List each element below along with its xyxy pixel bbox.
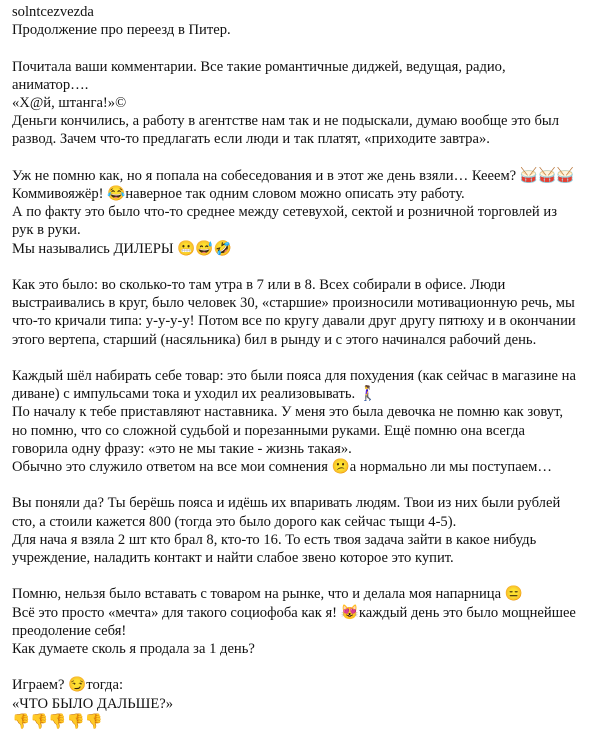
post-username: solntcezvezda (12, 4, 94, 20)
text-line: Как это было: во сколько-то там утра в 7 или в 8. Всех собирали в офисе. Люди (12, 277, 506, 293)
text-line: А по факту это было что-то среднее между сетевухой, сектой и розничной торговлей из (12, 204, 557, 221)
text-line: Для нача я взяла 2 шт кто брал 8, кто-то 16. То есть твоя задача зайти в какое нибудь (12, 531, 537, 548)
text-line: Коммивояжёр! 😂наверное так одним словом можно описать эту работу. (12, 186, 465, 202)
text-line: говорила одну фразу: «это не мы такие - жизнь такая». (12, 440, 352, 457)
paragraph-1 (12, 21, 595, 39)
text-line: но помню, что со сложной судьбой и порезанными руками. Ещё помню она всегда (12, 422, 525, 439)
text-line: Вы поняли да? Ты берёшь пояса и идёшь их впаривать людям. Твои из них были рублей (12, 495, 561, 512)
paragraph-7 (12, 585, 595, 658)
text-line: Деньги кончились, а работу в агентстве нам так и не подыскали, думаю вообще это был (12, 113, 560, 130)
text-line: этого вертепа, старший (насяльника) бил в рынду и с этого начинался рабочий день. (12, 331, 537, 348)
text-line: аниматор…. (12, 76, 89, 93)
text-line: «ЧТО БЫЛО ДАЛЬШЕ?» (12, 695, 174, 712)
paragraph-2 (12, 58, 595, 149)
text-line: «Х@й, штанга!»© (12, 95, 127, 111)
text-line: По началу к тебе приставляют наставника. У меня это была девочка не помню как зовут, (12, 404, 564, 421)
thumbs-down-icon-row: 👎👎👎👎👎 (12, 713, 103, 730)
text-line: Всё это просто «мечта» для такого социофоба как я! 😻каждый день это было мощнейшее (12, 604, 576, 621)
paragraph-8 (12, 676, 595, 731)
text-line: выстраивались в круг, было человек 30, «старшие» произносили мотивационную речь, мы (12, 295, 575, 312)
text-line: Почитала ваши комментарии. Все такие романтичные диджей, ведущая, радио, (12, 58, 506, 75)
text-line: преодоление себя! (12, 622, 127, 639)
text-line: диване) с импульсами тока и уходил их реализовывать. 🚶‍♀️ (12, 386, 377, 403)
text-line: Помню, нельзя было вставать с товаром на рынке, что и делала моя напарница 😑 (12, 586, 523, 603)
paragraph-4 (12, 276, 595, 349)
text-line: Обычно это служило ответом на все мои сомнения 😕а нормально ли мы поступаем… (12, 459, 552, 476)
post-body (12, 21, 595, 731)
paragraph-6 (12, 494, 595, 567)
text-line: развод. Зачем что-то предлагать если люди и так платят, «приходите завтра». (12, 131, 490, 148)
text-line: Играем? 😏тогда: (12, 677, 124, 694)
text-line: Уж не помню как, но я попала на собеседования и в этот же день взяли… Кееем? 🥁🥁🥁 (12, 167, 575, 184)
text-line: Каждый шёл набирать себе товар: это были пояса для похудения (как сейчас в магазине на (12, 368, 576, 384)
text-line: что-то кричали типа: у-у-у-у! Потом все по кругу давали друг другу пятюху и в окончании (12, 313, 576, 330)
paragraph-5 (12, 367, 595, 476)
paragraph-3 (12, 167, 595, 258)
text-line: учреждение, наладить контакт и найти слабое звено которое это купит. (12, 550, 454, 567)
text-line: Мы назывались ДИЛЕРЫ 😬😅🤣 (12, 240, 232, 257)
text-line: Продолжение про переезд в Питер. (12, 22, 231, 39)
text-line: Как думаете сколь я продала за 1 день? (12, 641, 255, 658)
text-line: сто, а стоили кажется 800 (тогда это было дорого как сейчас тыщи 4-5). (12, 513, 457, 530)
text-line: рук в руки. (12, 222, 81, 239)
